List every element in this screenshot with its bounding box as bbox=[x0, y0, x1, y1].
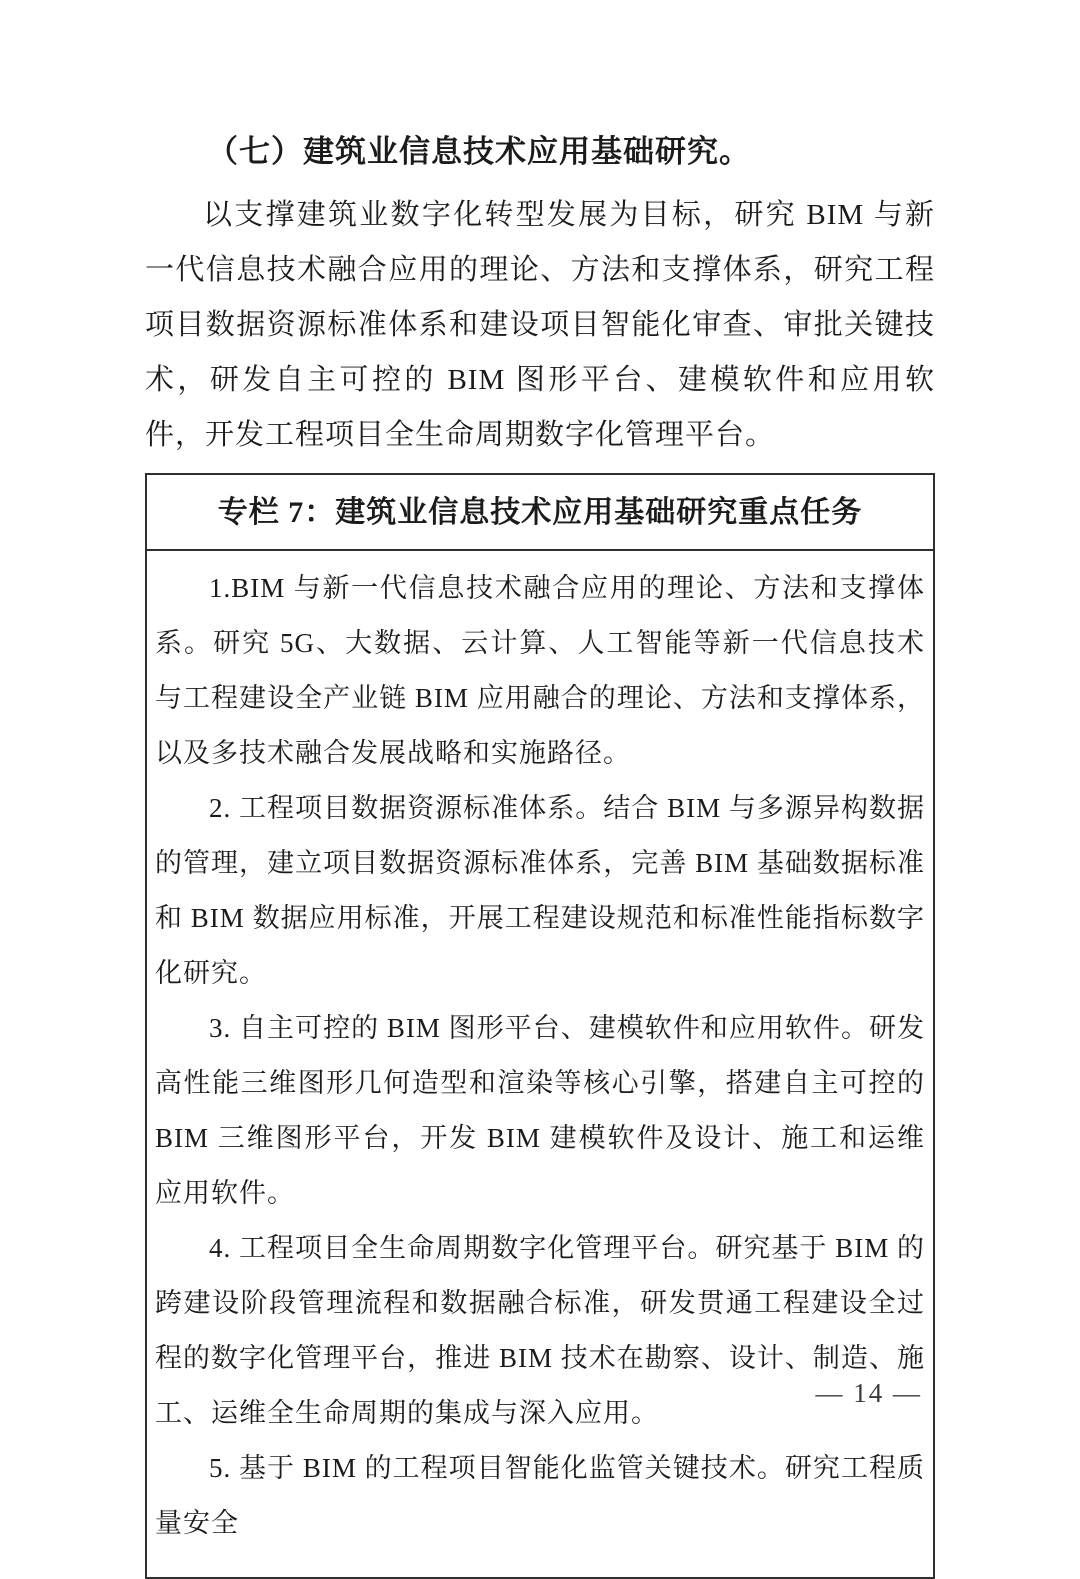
page-number: — 14 — bbox=[815, 1378, 922, 1408]
callout-item-3: 3. 自主可控的 BIM 图形平台、建模软件和应用软件。研发高性能三维图形几何造型和渲染等核心引擎，搭建自主可控的 BIM 三维图形平台，开发 BIM 建模软件及设计、施工和运维应用软件。 bbox=[155, 1013, 925, 1208]
callout-item-5: 5. 基于 BIM 的工程项目智能化监管关键技术。研究工程质量安全 bbox=[155, 1453, 925, 1538]
callout-box-body bbox=[147, 551, 933, 1577]
callout-item-2: 2. 工程项目数据资源标准体系。结合 BIM 与多源异构数据的管理，建立项目数据资源标准体系，完善 BIM 基础数据标准和 BIM 数据应用标准，开展工程建设规范和标准性能指标数字化研究。 bbox=[155, 793, 925, 988]
callout-item-1: 1.BIM 与新一代信息技术融合应用的理论、方法和支撑体系。研究 5G、大数据、云计算、人工智能等新一代信息技术与工程建设全产业链 BIM 应用融合的理论、方法和支撑体系，以及多技术融合发展战略和实施路径。 bbox=[155, 573, 925, 768]
callout-item-4: 4. 工程项目全生命周期数字化管理平台。研究基于 BIM 的跨建设阶段管理流程和数据融合标准，研发贯通工程建设全过程的数字化管理平台，推进 BIM 技术在勘察、设计、制造、施工、运维全生命周期的集成与深入应用。 bbox=[155, 1233, 925, 1428]
section-heading: （七）建筑业信息技术应用基础研究。 bbox=[207, 134, 751, 169]
callout-box bbox=[145, 473, 935, 1579]
document-page bbox=[145, 130, 935, 1579]
callout-box-title: 专栏 7：建筑业信息技术应用基础研究重点任务 bbox=[147, 475, 933, 551]
section-paragraph: 以支撑建筑业数字化转型发展为目标，研究 BIM 与新一代信息技术融合应用的理论、方法和支撑体系，研究工程项目数据资源标准体系和建设项目智能化审查、审批关键技术，研发自主可控的 BIM 图形平台、建模软件和应用软件，开发工程项目全生命周期数字化管理平台。 bbox=[145, 199, 935, 451]
